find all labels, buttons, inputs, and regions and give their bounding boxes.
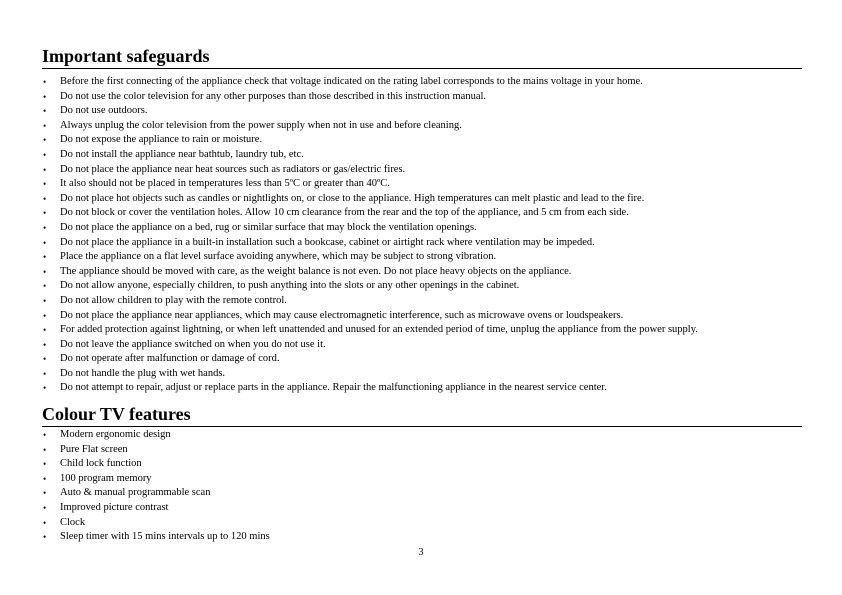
bullet-icon: • xyxy=(43,208,47,219)
list-item xyxy=(42,309,802,324)
important-safeguards-heading: Important safeguards xyxy=(42,46,802,69)
colour-tv-features-heading: Colour TV features xyxy=(42,404,802,427)
list-item-text: Do not handle the plug with wet hands. xyxy=(60,367,226,379)
safeguards-list xyxy=(42,75,802,396)
list-item xyxy=(42,265,802,280)
list-item-text: Do not allow children to play with the remote control. xyxy=(60,294,287,306)
list-item-text: Modern ergonomic design xyxy=(60,429,171,440)
bullet-icon: • xyxy=(43,179,47,190)
list-item-text: Sleep timer with 15 mins intervals up to 120 mins xyxy=(60,531,270,543)
list-item xyxy=(42,323,802,338)
list-item-text: Do not use outdoors. xyxy=(60,105,148,117)
list-item-text: Do not install the appliance near bathtub, laundry tub, etc. xyxy=(60,148,304,160)
bullet-icon: • xyxy=(43,266,47,277)
bullet-icon: • xyxy=(43,222,47,233)
bullet-icon: • xyxy=(43,517,47,528)
list-item-text: Do not operate after malfunction or damage of cord. xyxy=(60,353,280,365)
list-item xyxy=(42,192,802,207)
list-item xyxy=(42,119,802,134)
features-list xyxy=(42,428,802,545)
list-item-text: Do not place the appliance near appliances, which may cause electromagnetic interference, such as microwave ovens or loudspeakers. xyxy=(60,309,624,321)
list-item xyxy=(42,250,802,265)
list-item xyxy=(42,381,802,396)
bullet-icon: • xyxy=(43,295,47,306)
list-item xyxy=(42,221,802,236)
list-item xyxy=(42,279,802,294)
list-item-text: Do not place the appliance in a built-in installation such a bookcase, cabinet or airtight rack where ventilation may be impeded. xyxy=(60,236,595,248)
list-item-text: Do not place the appliance near heat sources such as radiators or gas/electric fires. xyxy=(60,163,406,175)
bullet-icon: • xyxy=(43,339,47,350)
list-item-text: Before the first connecting of the appliance check that voltage indicated on the rating label corresponds to the mains voltage in your home. xyxy=(60,76,643,87)
list-item xyxy=(42,501,802,516)
bullet-icon: • xyxy=(43,383,47,394)
list-item xyxy=(42,338,802,353)
list-item-text: Do not place the appliance on a bed, rug or similar surface that may block the ventilation openings. xyxy=(60,221,477,233)
list-item-text: Clock xyxy=(60,516,86,528)
list-item xyxy=(42,530,802,545)
list-item xyxy=(42,236,802,251)
list-item xyxy=(42,148,802,163)
list-item xyxy=(42,352,802,367)
bullet-icon: • xyxy=(43,310,47,321)
list-item-text: Improved picture contrast xyxy=(60,501,169,513)
bullet-icon: • xyxy=(43,444,47,455)
list-item xyxy=(42,75,802,90)
list-item xyxy=(42,443,802,458)
list-item-text: 100 program memory xyxy=(60,472,152,484)
bullet-icon: • xyxy=(43,106,47,117)
list-item-text: Place the appliance on a flat level surface avoiding anywhere, which may be subject to strong vibration. xyxy=(60,251,497,263)
bullet-icon: • xyxy=(43,532,47,543)
list-item-text: Do not allow anyone, especially children, to push anything into the slots or any other openings in the cabinet. xyxy=(60,280,520,292)
list-item-text: Always unplug the color television from the power supply when not in use and before cleaning. xyxy=(60,119,462,131)
bullet-icon: • xyxy=(43,237,47,248)
bullet-icon: • xyxy=(43,368,47,379)
list-item xyxy=(42,206,802,221)
list-item-text: Do not use the color television for any other purposes than those described in this instruction manual. xyxy=(60,90,487,102)
list-item-text: Do not attempt to repair, adjust or replace parts in the appliance. Repair the malfunctioning appliance in the nearest service center. xyxy=(60,382,607,394)
bullet-icon: • xyxy=(43,281,47,292)
bullet-icon: • xyxy=(43,459,47,470)
list-item xyxy=(42,457,802,472)
list-item-text: Do not place hot objects such as candles or nightlights on, or close to the appliance. High temperatures can melt plastic and lead to the fire. xyxy=(60,192,645,204)
list-item xyxy=(42,177,802,192)
list-item xyxy=(42,472,802,487)
bullet-icon: • xyxy=(43,120,47,131)
bullet-icon: • xyxy=(43,325,47,336)
bullet-icon: • xyxy=(43,502,47,513)
bullet-icon: • xyxy=(43,149,47,160)
list-item-text: For added protection against lightning, or when left unattended and unused for an extended period of time, unplug the appliance from the power supply. xyxy=(60,324,698,336)
bullet-icon: • xyxy=(43,135,47,146)
bullet-icon: • xyxy=(43,164,47,175)
bullet-icon: • xyxy=(43,91,47,102)
list-item xyxy=(42,516,802,531)
list-item xyxy=(42,367,802,382)
list-item-text: Auto & manual programmable scan xyxy=(60,487,211,499)
bullet-icon: • xyxy=(43,488,47,499)
list-item xyxy=(42,294,802,309)
list-item xyxy=(42,486,802,501)
list-item xyxy=(42,133,802,148)
list-item xyxy=(42,90,802,105)
list-item-text: Pure Flat screen xyxy=(60,443,128,455)
list-item-text: Do not expose the appliance to rain or moisture. xyxy=(60,134,263,146)
list-item xyxy=(42,428,802,443)
list-item xyxy=(42,104,802,119)
bullet-icon: • xyxy=(43,473,47,484)
bullet-icon: • xyxy=(43,252,47,263)
bullet-icon: • xyxy=(43,354,47,365)
bullet-icon: • xyxy=(43,193,47,204)
list-item-text: The appliance should be moved with care, as the weight balance is not even. Do not place heavy objects on the appliance. xyxy=(60,265,572,277)
bullet-icon: • xyxy=(43,77,47,87)
bullet-icon: • xyxy=(43,430,47,440)
page-number: 3 xyxy=(418,547,424,558)
list-item-text: It also should not be placed in temperatures less than 5ºC or greater than 40ºC. xyxy=(60,178,390,190)
list-item-text: Do not block or cover the ventilation holes. Allow 10 cm clearance from the rear and the top of the appliance, and 5 cm from each side. xyxy=(60,207,629,219)
list-item-text: Child lock function xyxy=(60,458,142,470)
list-item xyxy=(42,163,802,178)
list-item-text: Do not leave the appliance switched on when you do not use it. xyxy=(60,338,326,350)
